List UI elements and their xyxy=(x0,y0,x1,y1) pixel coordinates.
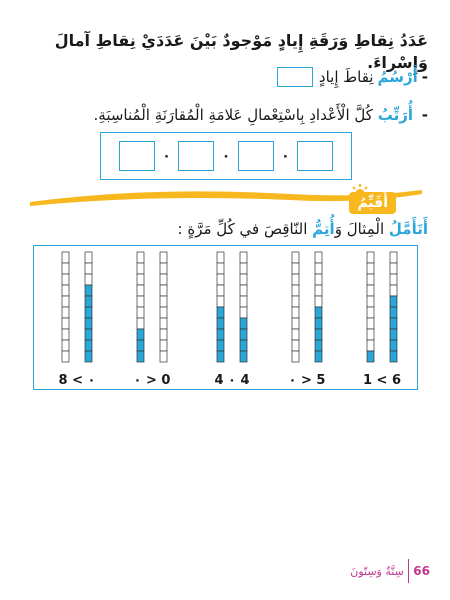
empty-cell xyxy=(292,340,299,351)
empty-cell xyxy=(160,252,167,263)
bar-columns xyxy=(34,246,416,366)
empty-cell xyxy=(217,285,224,296)
filled-cell xyxy=(217,329,224,340)
filled-cell xyxy=(217,318,224,329)
empty-cell xyxy=(367,252,374,263)
empty-cell xyxy=(160,318,167,329)
empty-cell xyxy=(160,285,167,296)
filled-cell xyxy=(315,340,322,351)
comparison-label: 8 < ٠ xyxy=(58,373,96,388)
empty-cell xyxy=(62,340,69,351)
draw-answer-box[interactable] xyxy=(277,67,313,87)
empty-cell xyxy=(292,318,299,329)
instruction-verb: أَرْسُمُ xyxy=(377,68,418,86)
filled-cell xyxy=(315,307,322,318)
empty-cell xyxy=(292,285,299,296)
order-answer-frame xyxy=(100,132,352,180)
comparison-label: 1 < 6 xyxy=(362,373,402,388)
filled-cell xyxy=(390,351,397,362)
empty-cell xyxy=(292,252,299,263)
filled-cell xyxy=(85,351,92,362)
empty-cell xyxy=(217,274,224,285)
empty-cell xyxy=(62,307,69,318)
filled-cell xyxy=(240,329,247,340)
filled-cell xyxy=(390,307,397,318)
empty-cell xyxy=(240,252,247,263)
empty-cell xyxy=(240,285,247,296)
empty-cell xyxy=(137,318,144,329)
filled-cell xyxy=(85,318,92,329)
empty-cell xyxy=(390,252,397,263)
empty-cell xyxy=(367,329,374,340)
empty-cell xyxy=(137,296,144,307)
section-badge: أُقَيِّمُ xyxy=(349,192,396,214)
filled-cell xyxy=(217,307,224,318)
exercise-statement: عَدَدُ نِقاطِ وَرَقَةِ إِيادٍ مَوْجودٌ بَيْنَ عَدَدَيْ نِقاطِ آمالَ وَإِسْراءَ. xyxy=(54,31,428,72)
empty-cell xyxy=(137,285,144,296)
filled-cell xyxy=(217,351,224,362)
order-answer-box[interactable] xyxy=(178,141,214,171)
filled-cell xyxy=(85,340,92,351)
filled-cell xyxy=(240,351,247,362)
empty-cell xyxy=(160,351,167,362)
comparison-separator: ٠ xyxy=(221,148,231,164)
empty-cell xyxy=(240,296,247,307)
empty-cell xyxy=(62,351,69,362)
draw-instruction xyxy=(18,66,428,88)
empty-cell xyxy=(62,274,69,285)
empty-cell xyxy=(62,263,69,274)
filled-cell xyxy=(390,318,397,329)
page-number-words: سِتَّةٌ وَسِتّونَ xyxy=(350,564,404,578)
title-text: الْمِثالَ وَ xyxy=(334,220,385,238)
empty-cell xyxy=(160,263,167,274)
empty-cell xyxy=(315,274,322,285)
filled-cell xyxy=(85,329,92,340)
order-answer-box[interactable] xyxy=(297,141,333,171)
empty-cell xyxy=(390,263,397,274)
empty-cell xyxy=(160,340,167,351)
empty-cell xyxy=(367,340,374,351)
empty-cell xyxy=(217,296,224,307)
empty-cell xyxy=(292,274,299,285)
order-answer-box[interactable] xyxy=(119,141,155,171)
empty-cell xyxy=(390,274,397,285)
order-answer-box[interactable] xyxy=(238,141,274,171)
empty-cell xyxy=(292,307,299,318)
filled-cell xyxy=(137,340,144,351)
filled-cell xyxy=(390,329,397,340)
filled-cell xyxy=(367,351,374,362)
comparison-label: 4 ٠ 4 xyxy=(214,373,250,388)
empty-cell xyxy=(315,296,322,307)
empty-cell xyxy=(137,252,144,263)
empty-cell xyxy=(240,263,247,274)
empty-cell xyxy=(240,307,247,318)
empty-cell xyxy=(160,296,167,307)
filled-cell xyxy=(217,340,224,351)
instruction-text: نِقاطَ إِيادٍ xyxy=(318,68,374,86)
title-verb: أَتَأَمَّلُ xyxy=(388,220,428,238)
instruction-verb: أُرَتِّبُ xyxy=(377,106,413,124)
empty-cell xyxy=(390,285,397,296)
page-footer xyxy=(330,558,430,584)
empty-cell xyxy=(137,274,144,285)
empty-cell xyxy=(137,263,144,274)
instruction-text: كُلَّ الْأَعْدادِ بِاسْتِعْمالِ عَلامَةِ الْمُقارَنَةِ الْمُناسِبَةِ. xyxy=(93,106,373,124)
filled-cell xyxy=(315,351,322,362)
empty-cell xyxy=(62,329,69,340)
filled-cell xyxy=(85,296,92,307)
filled-cell xyxy=(390,340,397,351)
empty-cell xyxy=(367,307,374,318)
empty-cell xyxy=(315,263,322,274)
order-instruction xyxy=(18,104,428,126)
bullet-dash: - xyxy=(421,106,428,124)
filled-cell xyxy=(315,318,322,329)
filled-cell xyxy=(240,318,247,329)
empty-cell xyxy=(315,252,322,263)
empty-cell xyxy=(367,296,374,307)
empty-cell xyxy=(367,263,374,274)
empty-cell xyxy=(292,296,299,307)
empty-cell xyxy=(160,274,167,285)
empty-cell xyxy=(85,274,92,285)
empty-cell xyxy=(160,329,167,340)
filled-cell xyxy=(137,329,144,340)
filled-cell xyxy=(315,329,322,340)
empty-cell xyxy=(160,307,167,318)
comparison-separator: ٠ xyxy=(281,148,290,164)
comparison-grid xyxy=(33,245,418,390)
empty-cell xyxy=(217,263,224,274)
empty-cell xyxy=(62,252,69,263)
title-text: النّاقِصَ في كُلِّ مَرَّةٍ : xyxy=(177,220,308,238)
title-verb: أُتِمُّ xyxy=(312,220,335,238)
empty-cell xyxy=(85,252,92,263)
empty-cell xyxy=(292,263,299,274)
empty-cell xyxy=(292,329,299,340)
bullet-dash: - xyxy=(421,68,428,86)
empty-cell xyxy=(367,274,374,285)
page-number: 66 xyxy=(413,564,430,578)
empty-cell xyxy=(367,285,374,296)
empty-cell xyxy=(137,307,144,318)
comparison-label: ٠ > 0 xyxy=(133,373,171,388)
empty-cell xyxy=(62,296,69,307)
empty-cell xyxy=(240,274,247,285)
empty-cell xyxy=(315,285,322,296)
empty-cell xyxy=(62,285,69,296)
empty-cell xyxy=(85,263,92,274)
comparison-separator: ٠ xyxy=(162,148,171,164)
footer-divider xyxy=(408,559,410,583)
filled-cell xyxy=(240,340,247,351)
empty-cell xyxy=(217,252,224,263)
filled-cell xyxy=(85,307,92,318)
filled-cell xyxy=(137,351,144,362)
section-title xyxy=(18,218,428,240)
comparison-label: ٠ > 5 xyxy=(288,373,326,388)
filled-cell xyxy=(85,285,92,296)
filled-cell xyxy=(390,296,397,307)
empty-cell xyxy=(62,318,69,329)
empty-cell xyxy=(292,351,299,362)
empty-cell xyxy=(367,318,374,329)
